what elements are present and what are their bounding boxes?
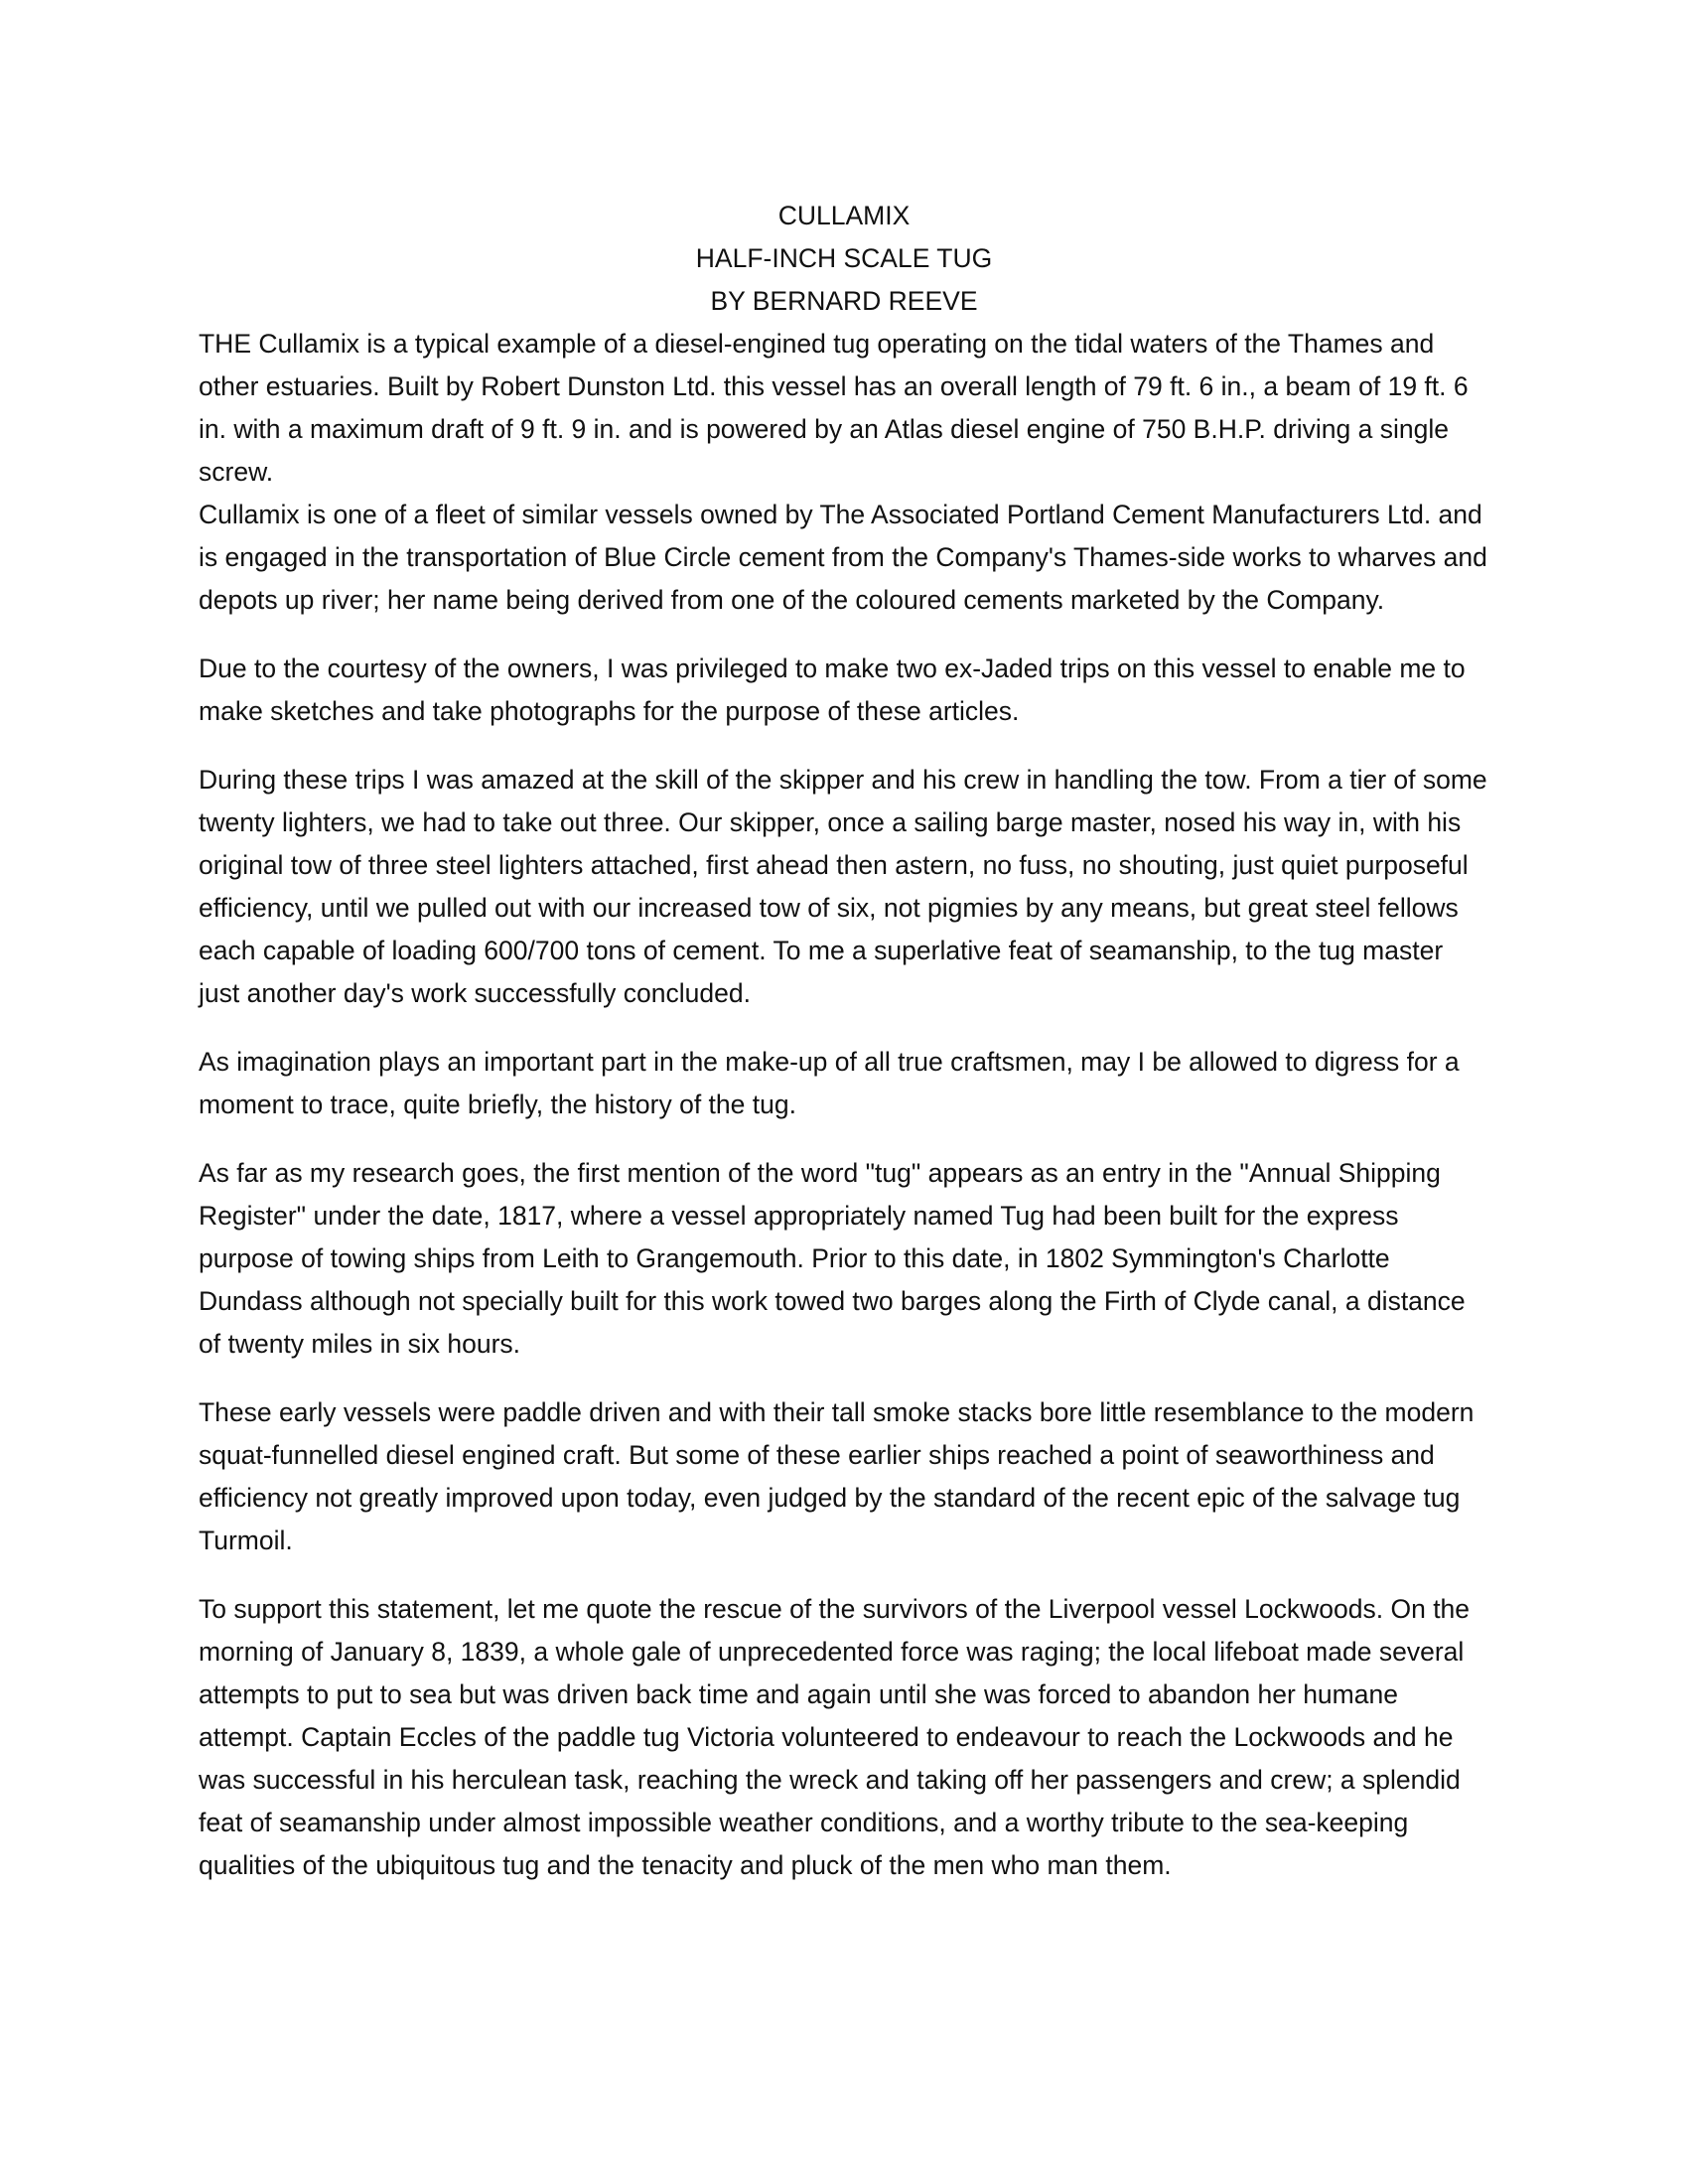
paragraph-fleet: Cullamix is one of a fleet of similar vessels owned by The Associated Portland Cement Manufacturers Ltd. and is engaged in the transportation of Blue Circle cement from the Company's Thames-side works to wharves and depots up river; her name being derived from one of the coloured cements marketed by the Company.	[199, 500, 1487, 615]
paragraph-rescue: To support this statement, let me quote the rescue of the survivors of the Liverpool vessel Lockwoods. On the morning of January 8, 1839, a whole gale of unprecedented force was raging; the local lifeboat made several attempts to put to sea but was driven back time and again until she was forced to abandon her humane attempt. Captain Eccles of the paddle tug Victoria volunteered to endeavour to reach the Lockwoods and he was successful in his herculean task, reaching the wreck and taking off her passengers and crew; a splendid feat of seamanship under almost impossible weather conditions, and a worthy tribute to the sea-keeping qualities of the ubiquitous tug and the tenacity and pluck of the men who man them.	[199, 1594, 1471, 1880]
paragraph-courtesy: Due to the courtesy of the owners, I was privileged to make two ex-Jaded trips on this vessel to enable me to make sketches and take photographs for the purpose of these articles.	[199, 654, 1466, 726]
document-page	[199, 195, 1489, 1913]
title-name: CULLAMIX	[777, 201, 911, 230]
title-author: BY BERNARD REEVE	[710, 286, 978, 316]
paragraph-history: As far as my research goes, the first mention of the word "tug" appears as an entry in the "Annual Shipping Register" under the date, 1817, where a vessel appropriately named Tug had been built for the express purpose of towing ships from Leith to Grangemouth. Prior to this date, in 1802 Symmington's Charlotte Dundass although not specially built for this work towed two barges along the Firth of Clyde canal, a distance of twenty miles in six hours.	[199, 1158, 1466, 1359]
article-title	[199, 195, 1489, 323]
paragraph-early-vessels: These early vessels were paddle driven and with their tall smoke stacks bore little resemblance to the modern squat-funnelled diesel engined craft. But some of these earlier ships reached a point of seaworthiness and efficiency not greatly improved upon today, even judged by the standard of the recent epic of the salvage tug Turmoil.	[199, 1397, 1475, 1555]
paragraph-digress: As imagination plays an important part in the make-up of all true craftsmen, may I be allowed to digress for a moment to trace, quite briefly, the history of the tug.	[199, 1047, 1460, 1119]
paragraph-intro: THE Cullamix is a typical example of a diesel-engined tug operating on the tidal waters of the Thames and other estuaries. Built by Robert Dunston Ltd. this vessel has an overall length of 79 ft. 6 in., a beam of 19 ft. 6 in. with a maximum draft of 9 ft. 9 in. and is powered by an Atlas diesel engine of 750 B.H.P. driving a single screw.	[199, 329, 1469, 487]
paragraph-trips: During these trips I was amazed at the skill of the skipper and his crew in handling the tow. From a tier of some twenty lighters, we had to take out three. Our skipper, once a sailing barge master, nosed his way in, with his original tow of three steel lighters attached, first ahead then astern, no fuss, no shouting, just quiet purposeful efficiency, until we pulled out with our increased tow of six, not pigmies by any means, but great steel fellows each capable of loading 600/700 tons of cement. To me a superlative feat of seamanship, to the tug master just another day's work successfully concluded.	[199, 765, 1487, 1008]
title-subtitle: HALF-INCH SCALE TUG	[695, 243, 993, 273]
